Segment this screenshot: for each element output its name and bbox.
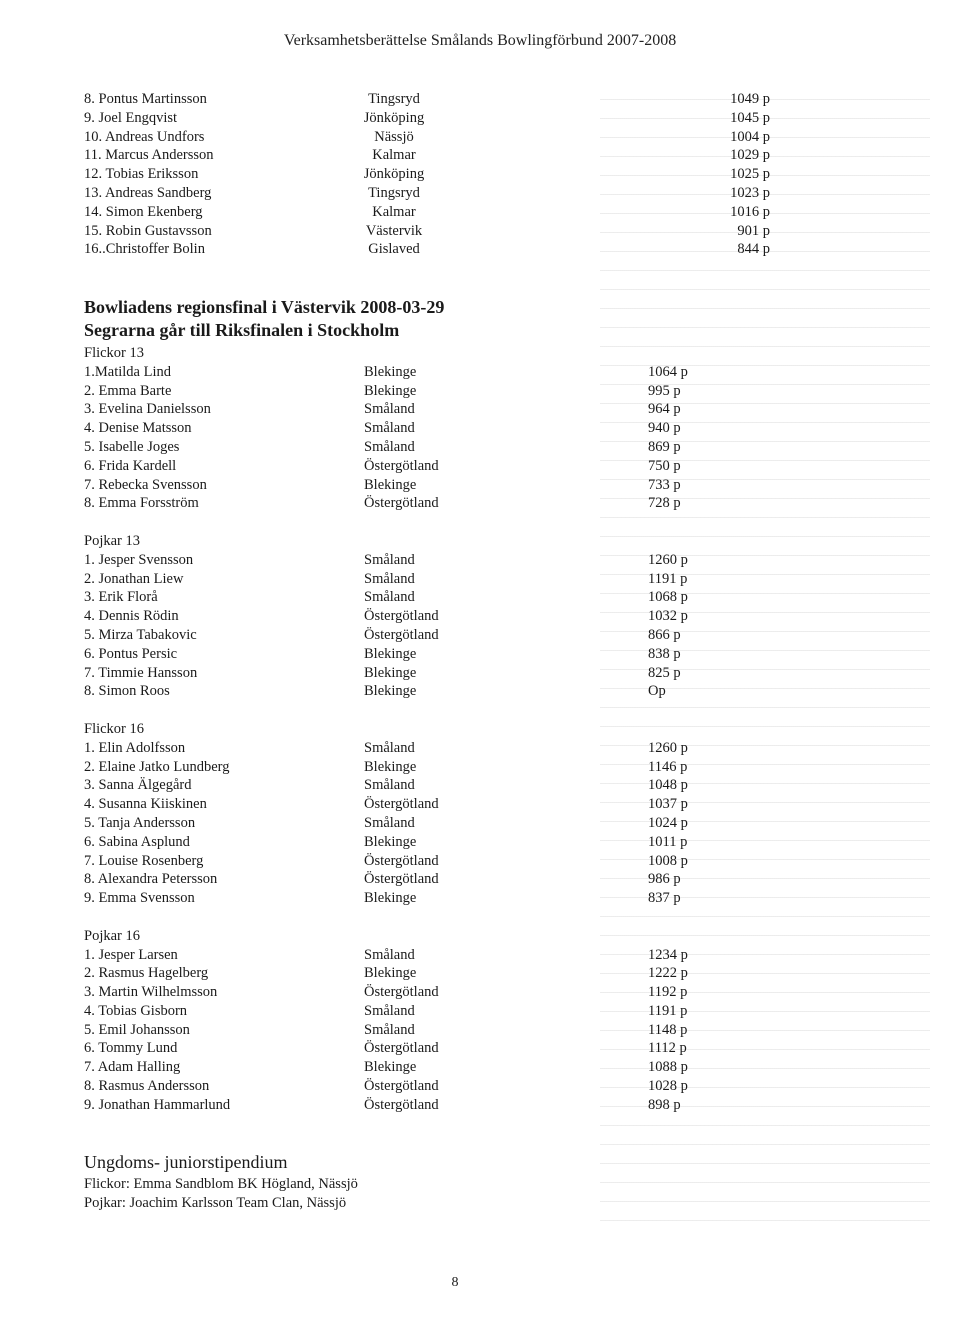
results-list — [84, 344, 724, 1115]
table-row: 7. Louise Rosenberg Östergötland 1008 p — [84, 852, 688, 869]
table-row: 12. Tobias Eriksson Jönköping 1025 p — [84, 166, 770, 183]
table-row: 5. Emil Johansson Småland 1148 p — [84, 1021, 688, 1038]
table-row: 1. Jesper Svensson Småland 1260 p — [84, 551, 688, 568]
table-row: 10. Andreas Undfors Nässjö 1004 p — [84, 128, 770, 145]
page-number: 8 — [451, 1275, 459, 1290]
table-row: 1.Matilda Lind Blekinge 1064 p — [84, 363, 688, 380]
table-row: 14. Simon Ekenberg Kalmar 1016 p — [84, 203, 770, 220]
section-title: Bowliadens regionsfinal i Västervik 2008-03-29 — [84, 297, 445, 317]
table-row: 13. Andreas Sandberg Tingsryd 1023 p — [84, 184, 770, 201]
page-header: Verksamhetsberättelse Smålands Bowlingförbund 2007-2008 — [283, 32, 677, 49]
category-label: Pojkar 13 — [84, 532, 140, 549]
table-row: 4. Tobias Gisborn Småland 1191 p — [84, 1002, 688, 1019]
table-row: 3. Martin Wilhelmsson Östergötland 1192 p — [84, 984, 688, 1001]
table-row: 2. Elaine Jatko Lundberg Blekinge 1146 p — [84, 758, 688, 775]
table-row: 6. Tommy Lund Östergötland 1112 p — [84, 1040, 687, 1057]
table-row: 16..Christoffer Bolin Gislaved 844 p — [84, 241, 770, 258]
table-row: 9. Joel Engqvist Jönköping 1045 p — [84, 109, 770, 126]
table-row: 9. Jonathan Hammarlund Östergötland 898 p — [84, 1096, 681, 1113]
table-row: 7. Timmie Hansson Blekinge 825 p — [84, 664, 681, 681]
table-row: 2. Jonathan Liew Småland 1191 p — [84, 570, 688, 587]
table-row: 8. Simon Roos Blekinge Op — [84, 683, 666, 700]
stipend-boys: Pojkar: Joachim Karlsson Team Clan, Nässjö — [84, 1195, 347, 1211]
table-row: 1. Jesper Larsen Småland 1234 p — [84, 946, 688, 963]
table-row: 5. Mirza Tabakovic Östergötland 866 p — [84, 626, 681, 643]
table-row: 15. Robin Gustavsson Västervik 901 p — [84, 222, 770, 239]
table-row: 7. Adam Halling Blekinge 1088 p — [84, 1059, 688, 1076]
table-row: 3. Erik Florå Småland 1068 p — [84, 589, 688, 606]
table-row: 2. Rasmus Hagelberg Blekinge 1222 p — [84, 965, 688, 982]
top-results-list — [84, 90, 770, 259]
table-row: 1. Elin Adolfsson Småland 1260 p — [84, 739, 688, 756]
stipend-title: Ungdoms- juniorstipendium — [84, 1152, 288, 1172]
table-row: 5. Isabelle Joges Småland 869 p — [84, 438, 681, 455]
table-row: 8. Alexandra Petersson Östergötland 986 p — [84, 871, 681, 888]
table-row: 5. Tanja Andersson Småland 1024 p — [84, 814, 688, 831]
category-label: Pojkar 16 — [84, 927, 140, 944]
table-row: 3. Sanna Älgegård Småland 1048 p — [84, 777, 688, 794]
table-row: 4. Susanna Kiiskinen Östergötland 1037 p — [84, 796, 688, 813]
table-row: 6. Sabina Asplund Blekinge 1011 p — [84, 833, 688, 850]
table-row: 4. Dennis Rödin Östergötland 1032 p — [84, 608, 688, 625]
table-row: 6. Frida Kardell Östergötland 750 p — [84, 457, 681, 474]
table-row: 6. Pontus Persic Blekinge 838 p — [84, 645, 681, 662]
table-row: 8. Pontus Martinsson Tingsryd 1049 p — [84, 91, 770, 107]
category-label: Flickor 16 — [84, 720, 145, 737]
table-row: 2. Emma Barte Blekinge 995 p — [84, 382, 681, 399]
table-row: 8. Emma Forsström Östergötland 728 p — [84, 495, 681, 512]
table-row: 3. Evelina Danielsson Småland 964 p — [84, 401, 681, 418]
table-row: 4. Denise Matsson Småland 940 p — [84, 420, 681, 437]
table-row: 8. Rasmus Andersson Östergötland 1028 p — [84, 1078, 688, 1095]
category-label: Flickor 13 — [84, 345, 145, 361]
table-row: 7. Rebecka Svensson Blekinge 733 p — [84, 476, 681, 493]
stipend-girls: Flickor: Emma Sandblom BK Högland, Nässjö — [84, 1176, 358, 1192]
table-row: 11. Marcus Andersson Kalmar 1029 p — [84, 147, 770, 164]
section-subtitle: Segrarna går till Riksfinalen i Stockholm — [84, 320, 400, 340]
table-row: 9. Emma Svensson Blekinge 837 p — [84, 890, 681, 907]
